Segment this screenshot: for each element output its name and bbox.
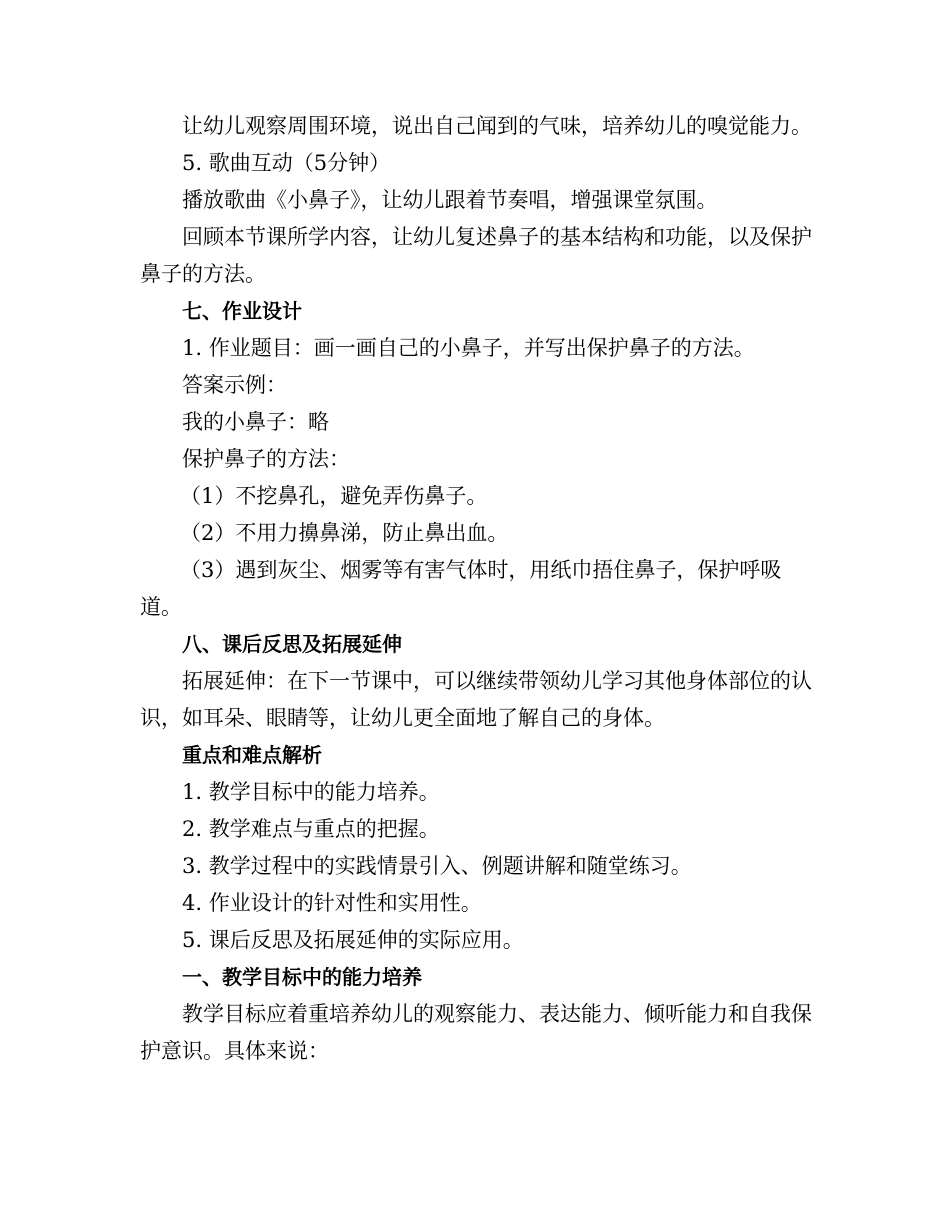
paragraph-play-song: 播放歌曲《小鼻子》，让幼儿跟着节奏唱，增强课堂氛围。	[182, 188, 718, 212]
section-heading-ability: 一、教学目标中的能力培养	[182, 965, 422, 989]
list-item-key-point-2: 2. 教学难点与重点的把握。	[182, 817, 440, 841]
paragraph-my-nose: 我的小鼻子：略	[182, 410, 329, 434]
paragraph-review: 回顾本节课所学内容，让幼儿复述鼻子的基本结构和功能，以及保护鼻子的方法。	[140, 225, 812, 286]
list-item-key-point-4: 4. 作业设计的针对性和实用性。	[182, 891, 482, 915]
list-item-method-3: （3）遇到灰尘、烟雾等有害气体时，用纸巾捂住鼻子，保护呼吸道。	[140, 558, 782, 619]
section-heading-key-points: 重点和难点解析	[182, 743, 322, 767]
document-body	[140, 108, 815, 1070]
paragraph-extension: 拓展延伸：在下一节课中，可以继续带领幼儿学习其他身体部位的认识，如耳朵、眼睛等，让幼儿更全面地了解自己的身体。	[140, 669, 812, 730]
list-item-homework-task: 1. 作业题目：画一画自己的小鼻子，并写出保护鼻子的方法。	[182, 336, 755, 360]
section-heading-reflection: 八、课后反思及拓展延伸	[182, 632, 402, 656]
paragraph-smell-observation: 让幼儿观察周围环境，说出自己闻到的气味，培养幼儿的嗅觉能力。	[182, 114, 812, 138]
list-item-key-point-3: 3. 教学过程中的实践情景引入、例题讲解和随堂练习。	[182, 854, 692, 878]
paragraph-ability-goals: 教学目标应着重培养幼儿的观察能力、表达能力、倾听能力和自我保护意识。具体来说：	[140, 1002, 812, 1063]
paragraph-protect-methods: 保护鼻子的方法：	[182, 447, 350, 471]
list-item-method-1: （1）不挖鼻孔，避免弄伤鼻子。	[180, 484, 488, 508]
list-item-method-2: （2）不用力擤鼻涕，防止鼻出血。	[180, 521, 509, 545]
list-item-key-point-1: 1. 教学目标中的能力培养。	[182, 780, 440, 804]
paragraph-answer-example: 答案示例：	[182, 373, 287, 397]
section-heading-homework: 七、作业设计	[182, 299, 302, 323]
list-item-key-point-5: 5. 课后反思及拓展延伸的实际应用。	[182, 928, 524, 952]
list-item-song-interaction: 5. 歌曲互动（5分钟）	[182, 151, 391, 175]
